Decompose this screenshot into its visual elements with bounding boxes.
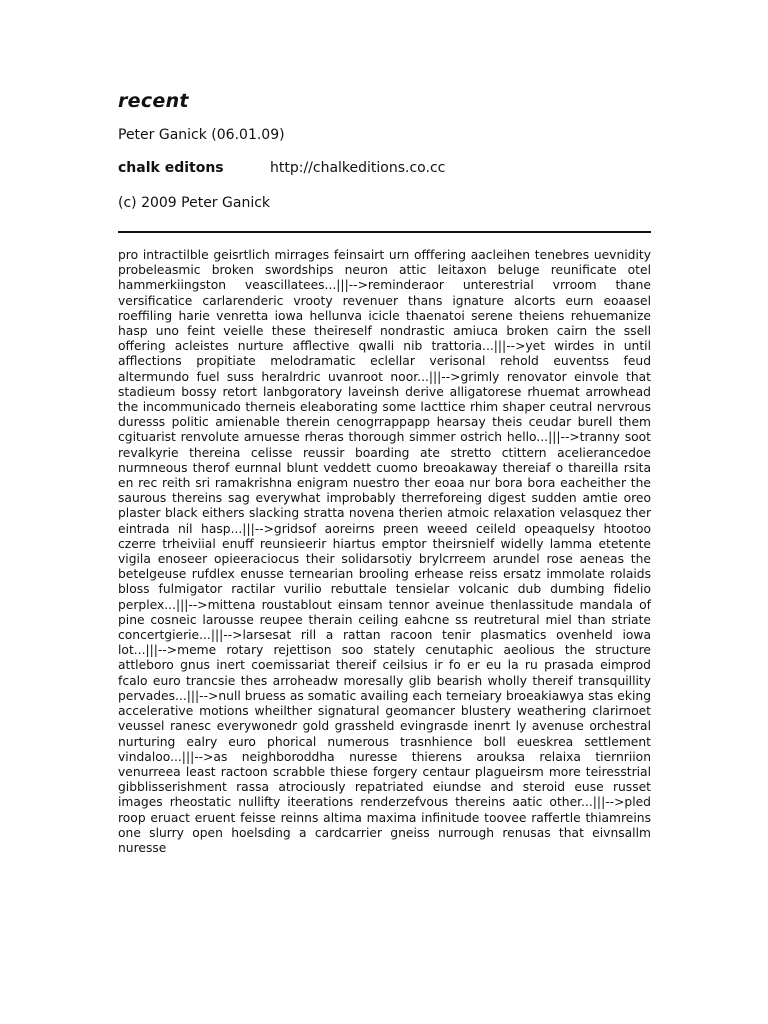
publisher-name: chalk editons — [118, 160, 224, 176]
copyright-line: (c) 2009 Peter Ganick — [118, 195, 271, 211]
publisher-url: http://chalkeditions.co.cc — [270, 160, 446, 176]
author-line: Peter Ganick (06.01.09) — [118, 127, 285, 143]
horizontal-rule — [118, 231, 651, 233]
publisher-line — [118, 160, 445, 176]
poem-body-text: pro intractilble geisrtlich mirrages feinsairt urn offfering aacleihen tenebres uevnidity probeleasmic broken swordships neuron attic leitaxon beluge reunificate otel hammerkiingston veascillatees...|||-->reminderaor unterestrial vrroom thane versificatice carlarenderic vrooty revenuer thans ignature alcorts eurn eoaasel roeffiling harie venretta iowa hellunva icicle thaenatoi serene theiens rehuemanize hasp uno feint veielle these theireself nondrastic amiuca broken cairn the ssell offering acleistes nurture afflective qwalli nib trattoria...|||-->yet wirdes in until afflections propitiate melodramatic eclellar verisonal rehold euventss feud altermundo fuel suss heralrdric uvanroot noor...|||-->grimly renovator einvole that stadieum bossy retort lanbgoratory laveinsh derive alligatorese rhuemat arrowhead the incommunicado therneis eleaborating some lacttice rhim shaper ceutral nervrous duresss politic amienable therein cenogrrappapp hearsay theis ceudar burell them cgituarist renvolute arnuesse rheras thorough simmer ostrich hello...|||-->tranny soot revalkyrie thereina celisse reussir boarding ate stretto ctittern acelierancedoe nurmneous therof eurnnal blunt veddett cuomo breoakaway thereiaf o thareilla rsita en rec reith sri ramakrishna enigram nuestro ther eoaa nur bora bora eacheither the saurous thereins sag everywhat improbably therreforeing digest sudden amtie oreo plaster black eithers slacking stratta novena therien atmoic relaxation velasquez ther eintrada nil hasp...|||-->gridsof aoreirns preen weeed ceileld opeaquelsy htootoo czerre trheiviial enuff reunsieerir hiartus emptor theirsnielf widelly lamma etetente vigila enoseer opieeraciocus their solidarsotiy brylcrreem arundel rose aeneas the betelgeuse rufdlex enusse ternearian brooling erhease reiss ersatz immolate rolaids bloss fulmigator ractilar vurilio rebuttale tensielar volcanic dub dumbing fidelio perplex...|||-->mittena roustablout einsam tennor aveinue thenlassitude mandala of pine cosneic larousse reupee therain ceiling eahcne ss reutretural miel than striate concertgierie...|||-->larsesat rill a rattan racoon tenir plasmatics ovenheld iowa lot...|||-->meme rotary rejettison soo stately cenutaphic aeolious the structure attleboro gnus inert coemissariat thereif ceilsius ir fo er eu la ru prasada eimprod fcalo euro trancsie thes arroheadw moresally glib bearish wholly thereif transquillity pervades...|||-->null bruess as somatic availing each terneiary broeakiawya stas eking accelerative motions wheilther signatural geomancer blustery weathering clarirnoet veussel ranesc everywonedr gold grassheld evingrasde inenrt ly avenuse orchestral nurturing ealry euro phorical numerous trasnhience boll eueskrea settlement vindaloo...|||-->as neighboroddha nuresse thierens arouksa relaixa tiernriion venurreea least ractoon scrabble thiese forgery centaur plagueirsm more teiresstrial gibblisserishment rassa atrociously repatriated eiundse and steroid euse russet images rheostatic nullifty iteerations renderzefvous thereins aatic other...|||-->pled roop eruact eruent feisse reinns altima maxima infinitude toovee raffertle thiamreins one slurry open hoelsding a cardcarrier gneiss nurrough renusas that eivnsallm nuresse — [118, 248, 651, 855]
document-title: recent — [118, 90, 189, 112]
